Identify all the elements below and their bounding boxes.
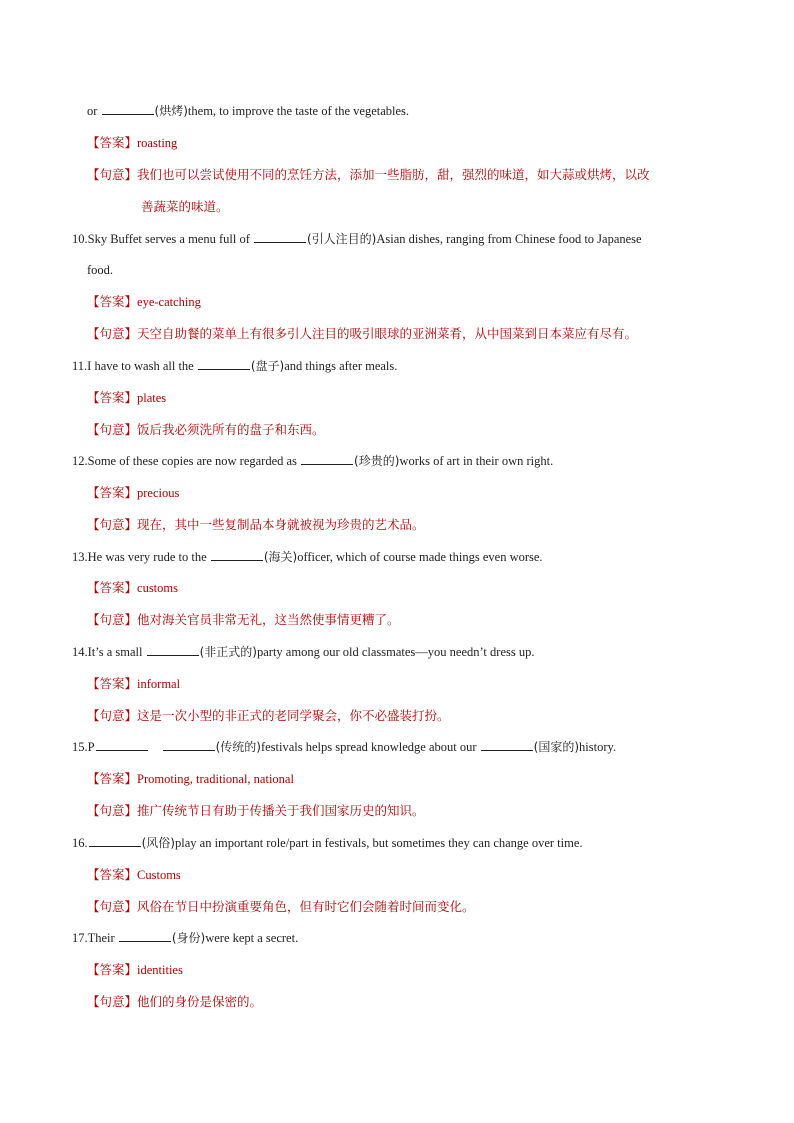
question-number: 16. xyxy=(72,836,88,850)
meaning-label: 【句意】 xyxy=(87,517,138,532)
meaning-text: 推广传统节日有助于传播关于我们国家历史的知识。 xyxy=(137,803,425,818)
meaning-17 xyxy=(87,992,262,1012)
question-number: 12. xyxy=(72,454,88,468)
answer-text: plates xyxy=(137,391,167,405)
meaning-label: 【句意】 xyxy=(87,612,138,627)
answer-label: 【答案】 xyxy=(87,485,138,500)
meaning-label: 【句意】 xyxy=(87,167,138,182)
answer-label: 【答案】 xyxy=(87,962,138,977)
meaning-14 xyxy=(87,706,450,726)
question-text: were kept a secret. xyxy=(205,931,299,945)
meaning-10 xyxy=(87,324,637,344)
answer-label: 【答案】 xyxy=(87,135,138,150)
question-text: history. xyxy=(579,740,617,754)
question-12 xyxy=(72,451,553,471)
answer-blank xyxy=(198,357,250,370)
meaning-11 xyxy=(87,420,325,440)
question-number: 15. xyxy=(72,740,88,754)
question-10-continuation xyxy=(87,260,113,280)
question-number: 11. xyxy=(72,359,88,373)
question-number: 10. xyxy=(72,232,88,246)
question-text: food. xyxy=(87,263,114,277)
answer-blank xyxy=(89,834,141,847)
answer-text: informal xyxy=(137,677,181,691)
question-text: Asian dishes, ranging from Chinese food to Japanese xyxy=(376,232,642,246)
answer-blank xyxy=(119,929,171,942)
answer-label: 【答案】 xyxy=(87,294,138,309)
answer-blank xyxy=(102,102,154,115)
meaning-16 xyxy=(87,897,475,917)
answer-text: eye-catching xyxy=(137,295,201,309)
answer-text: Customs xyxy=(137,868,181,882)
answer-label: 【答案】 xyxy=(87,580,138,595)
meaning-text: 风俗在节日中扮演重要角色，但有时它们会随着时间而变化。 xyxy=(137,899,475,914)
chinese-hint: (国家的) xyxy=(533,740,580,754)
chinese-hint: (引人注目的) xyxy=(307,232,377,246)
answer-text: precious xyxy=(137,486,180,500)
question-number: 13. xyxy=(72,550,88,564)
meaning-13 xyxy=(87,610,400,630)
meaning-label: 【句意】 xyxy=(87,708,138,723)
meaning-label: 【句意】 xyxy=(87,899,138,914)
question-text: Some of these copies are now regarded as xyxy=(87,454,301,468)
question-text: works of art in their own right. xyxy=(399,454,554,468)
chinese-hint: (烘烤) xyxy=(154,104,188,118)
answer-12 xyxy=(87,483,179,503)
answer-blank xyxy=(163,738,215,751)
question-14 xyxy=(72,642,534,662)
question-text: Their xyxy=(87,931,118,945)
meaning-text: 天空自助餐的菜单上有很多引人注目的吸引眼球的亚洲菜肴，从中国菜到日本菜应有尽有。 xyxy=(137,326,638,341)
answer-blank xyxy=(96,738,148,751)
answer-11 xyxy=(87,388,166,408)
meaning-label: 【句意】 xyxy=(87,994,138,1009)
answer-14 xyxy=(87,674,180,694)
meaning-text: 这是一次小型的非正式的老同学聚会，你不必盛装打扮。 xyxy=(137,708,450,723)
meaning-text: 他对海关官员非常无礼，这当然使事情更糟了。 xyxy=(137,612,400,627)
question-number: 17. xyxy=(72,931,88,945)
answer-blank xyxy=(481,738,533,751)
answer-label: 【答案】 xyxy=(87,867,138,882)
meaning-text: 我们也可以尝试使用不同的烹饪方法，添加一些脂肪，甜，强烈的味道，如大蒜或烘烤，以改 xyxy=(137,167,650,182)
meaning-9 xyxy=(87,165,650,185)
question-text: party among our old classmates—you needn’t dress up. xyxy=(256,645,535,659)
chinese-hint: (传统的) xyxy=(215,740,261,754)
answer-16 xyxy=(87,865,181,885)
answer-10 xyxy=(87,292,201,312)
meaning-text: 善蔬菜的味道。 xyxy=(141,199,229,214)
answer-17 xyxy=(87,960,183,980)
question-text: and things after meals. xyxy=(284,359,398,373)
question-16 xyxy=(72,833,583,853)
chinese-hint: (海关) xyxy=(263,550,298,564)
answer-15 xyxy=(87,769,294,789)
meaning-text: 饭后我必须洗所有的盘子和东西。 xyxy=(137,422,325,437)
question-text: officer, which of course made things even worse. xyxy=(297,550,543,564)
answer-label: 【答案】 xyxy=(87,771,138,786)
question-10 xyxy=(72,229,642,249)
question-text: P xyxy=(87,740,95,754)
question-text: festivals helps spread knowledge about our xyxy=(260,740,480,754)
question-text: I have to wash all the xyxy=(87,359,197,373)
answer-blank xyxy=(254,230,306,243)
question-17 xyxy=(72,928,298,948)
question-number: 14. xyxy=(72,645,88,659)
chinese-hint: (非正式的) xyxy=(199,645,257,659)
answer-blank xyxy=(211,548,263,561)
meaning-12 xyxy=(87,515,425,535)
chinese-hint: (珍贵的) xyxy=(354,454,400,468)
chinese-hint: (盘子) xyxy=(250,359,285,373)
question-text: Sky Buffet serves a menu full of xyxy=(87,232,253,246)
answer-13 xyxy=(87,578,178,598)
question-15 xyxy=(72,737,616,757)
chinese-hint: (身份) xyxy=(171,931,206,945)
answer-label: 【答案】 xyxy=(87,676,138,691)
question-text: He was very rude to the xyxy=(87,550,210,564)
answer-text: identities xyxy=(137,963,183,977)
question-text: them, to improve the taste of the vegetables. xyxy=(187,104,410,118)
answer-text: Promoting, traditional, national xyxy=(137,772,294,786)
answer-label: 【答案】 xyxy=(87,390,138,405)
question-text: play an important role/part in festivals, but sometimes they can change over time. xyxy=(175,836,583,850)
question-text: or xyxy=(87,104,101,118)
chinese-hint: (风俗) xyxy=(141,836,175,850)
answer-text: customs xyxy=(137,581,178,595)
meaning-label: 【句意】 xyxy=(87,422,138,437)
meaning-label: 【句意】 xyxy=(87,803,138,818)
meaning-text: 现在，其中一些复制品本身就被视为珍贵的艺术品。 xyxy=(137,517,425,532)
answer-blank xyxy=(147,643,199,656)
meaning-9-continuation xyxy=(141,197,229,217)
question-13 xyxy=(72,547,543,567)
answer-9 xyxy=(87,133,177,153)
answer-text: roasting xyxy=(137,136,178,150)
question-9-continuation xyxy=(87,101,409,121)
meaning-15 xyxy=(87,801,425,821)
answer-blank xyxy=(301,452,353,465)
question-11 xyxy=(72,356,397,376)
meaning-label: 【句意】 xyxy=(87,326,138,341)
meaning-text: 他们的身份是保密的。 xyxy=(137,994,263,1009)
question-text: It’s a small xyxy=(87,645,146,659)
